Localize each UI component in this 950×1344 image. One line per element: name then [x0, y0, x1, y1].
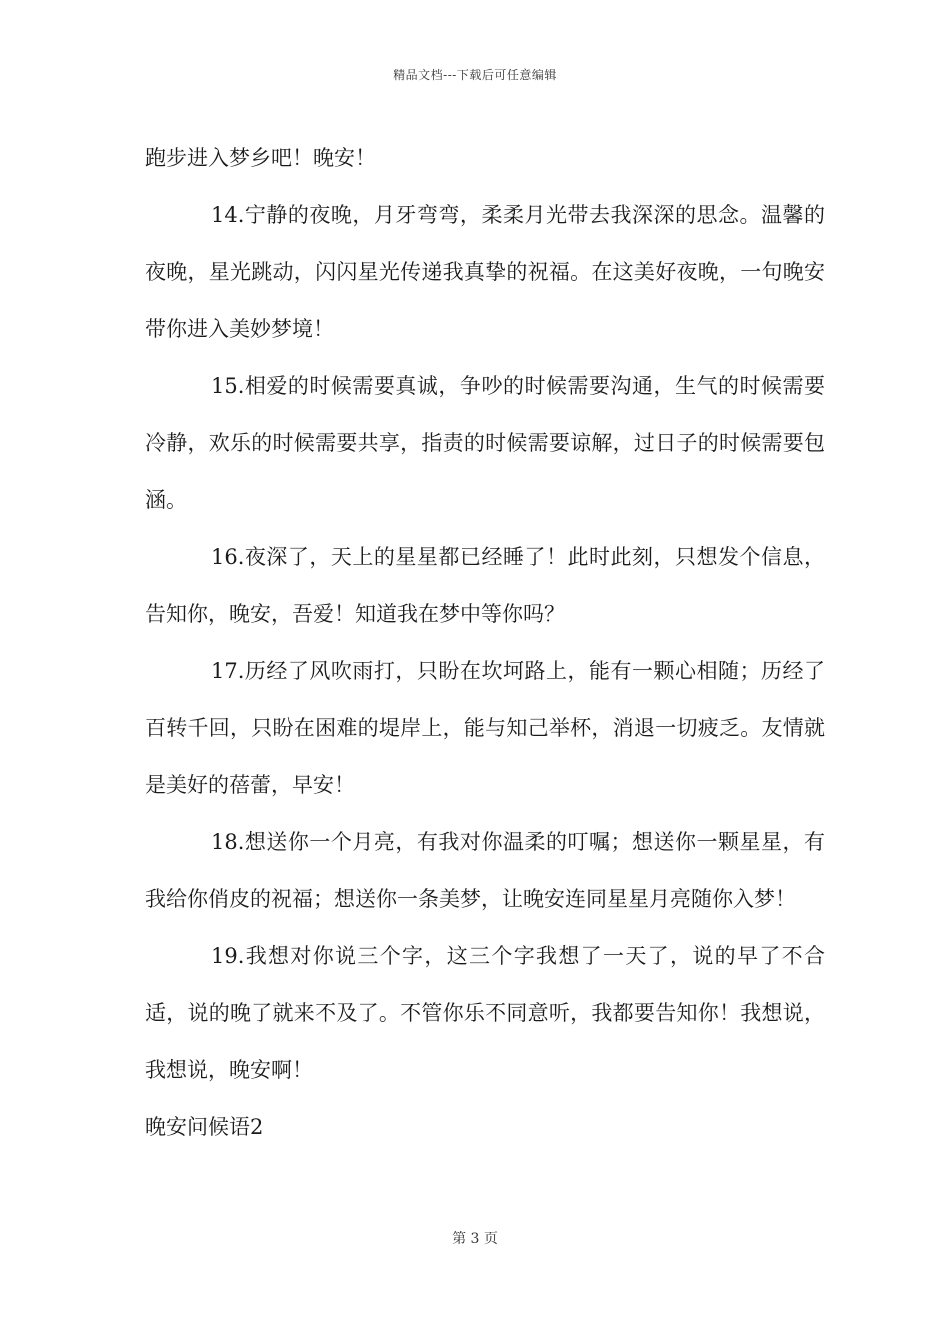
- paragraph-continuation: 跑步进入梦乡吧！晚安！: [145, 146, 376, 170]
- paragraph-16: 16.夜深了，天上的星星都已经睡了！此时此刻，只想发个信息，告知你，晚安，吾爱！知道我在梦中等你吗？: [145, 545, 825, 626]
- section-heading: 晚安问候语2: [145, 1115, 264, 1139]
- paragraph-19: 19.我想对你说三个字，这三个字我想了一天了，说的早了不合适，说的晚了就来不及了。不管你乐不同意听，我都要告知你！我想说，我想说，晚安啊！: [145, 944, 825, 1082]
- page-number: 第 3 页: [452, 1231, 498, 1247]
- paragraph-17: 17.历经了风吹雨打，只盼在坎坷路上，能有一颗心相随；历经了百转千回，只盼在困难的堤岸上，能与知己举杯，消退一切疲乏。友情就是美好的蓓蕾，早安！: [145, 659, 825, 797]
- document-body: [145, 130, 825, 1156]
- paragraph-15: 15.相爱的时候需要真诚，争吵的时候需要沟通，生气的时候需要冷静，欢乐的时候需要共享，指责的时候需要谅解，过日子的时候需要包涵。: [145, 374, 825, 512]
- paragraph-14: 14.宁静的夜晚，月牙弯弯，柔柔月光带去我深深的思念。温馨的夜晚，星光跳动，闪闪星光传递我真挚的祝福。在这美好夜晚，一句晚安带你进入美妙梦境！: [145, 203, 825, 341]
- paragraph-18: 18.想送你一个月亮，有我对你温柔的叮嘱；想送你一颗星星，有我给你俏皮的祝福；想送你一条美梦，让晚安连同星星月亮随你入梦！: [145, 830, 825, 911]
- page-header: 精品文档---下载后可任意编辑: [393, 68, 557, 82]
